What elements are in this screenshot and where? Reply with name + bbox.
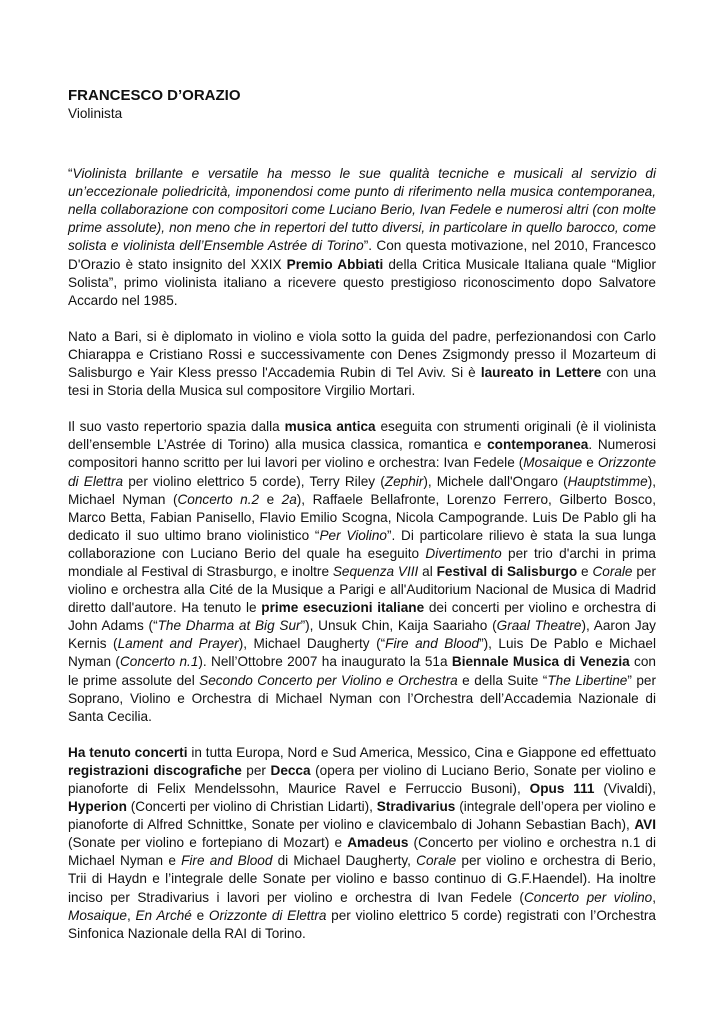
text-run: e — [577, 563, 593, 579]
text-run: Zephir — [384, 473, 424, 489]
text-run: (Concerti per violino di Christian Lidarti), — [126, 799, 377, 815]
text-run: (Vivaldi), — [594, 781, 656, 796]
text-run: musica antica — [284, 419, 376, 435]
text-run: per — [241, 762, 271, 778]
paragraph-repertoire — [68, 418, 656, 726]
text-run: Mosaique — [68, 907, 127, 923]
text-run: Stradivarius — [376, 799, 456, 815]
text-run: registrazioni discografiche — [68, 762, 242, 778]
text-run: Per Violino — [319, 527, 387, 543]
paragraph-education — [68, 328, 656, 400]
text-run: En Arché — [135, 907, 192, 923]
text-run: Divertimento — [425, 545, 502, 561]
text-run: ”), Luis De Pablo e Michael Nyman ( — [68, 636, 656, 670]
text-run: di Michael Daugherty, — [272, 853, 417, 869]
paragraph-concerts-recordings — [68, 744, 656, 943]
text-run: Ha tenuto concerti — [68, 744, 188, 760]
text-run: Il suo vasto repertorio spazia dalla — [68, 419, 285, 435]
text-run: . Numerosi compositori hanno scritto per lui lavori per violino e orchestra: Ivan Fedele ( — [68, 437, 656, 471]
paragraph-award — [68, 165, 656, 310]
text-run: della Critica Musicale Italiana quale “Miglior Solista”, primo violinista italiano a ricevere questo prestigioso riconoscimento dopo Salvatore Accardo nel 1985. — [68, 256, 656, 308]
text-run: e — [259, 491, 282, 507]
text-run: e della Suite “ — [457, 672, 548, 688]
text-run: ”), Unsuk Chin, Kaija Saariaho ( — [300, 618, 497, 634]
text-run: ” per Soprano, Violino e Orchestra di Michael Nyman con l’Orchestra dell’Accademia Nazionale di Santa Cecilia. — [68, 672, 657, 724]
text-run: ”. Con questa motivazione, nel 2010, Francesco D'Orazio è stato insignito del XXIX — [68, 238, 656, 272]
text-run: Orizzonte di Elettra — [68, 455, 656, 489]
text-run: Violinista brillante e versatile ha messo le sue qualità tecniche e musicali al servizio di un’eccezionale poliedricità, imponendosi come punto di riferimento nella musica contemporanea, nella collaborazione con compositori come Luciano Berio, Ivan Fedele e numerosi altri (con molte prime assolute), non meno che in repertori del tutto diversi, in particolare in quello barocco, come solista e violinista dell’Ensemble Astrée di Torino — [68, 166, 656, 254]
text-run: Concerto n.2 — [177, 491, 260, 507]
text-run: Concerto n.1 — [119, 654, 199, 670]
text-run: The Libertine — [547, 672, 628, 688]
text-run: “ — [68, 166, 73, 182]
text-run: Hauptstimme — [567, 473, 648, 489]
text-run: (Concerto per violino e orchestra n.1 di Michael Nyman e — [68, 835, 656, 869]
text-run: eseguita con strumenti originali (è il violinista dell’ensemble L’Astrée di Torino) alla musica classica, romantica e — [68, 419, 657, 453]
text-run: Premio Abbiati — [286, 256, 384, 272]
text-run: Orizzonte di Elettra — [208, 907, 327, 923]
text-run: , — [126, 907, 136, 923]
text-run: con le prime assolute del — [68, 654, 656, 688]
text-run: contemporanea — [487, 437, 589, 453]
text-run: Sequenza VIII — [332, 563, 419, 579]
text-run: Mosaique — [523, 455, 583, 471]
text-run: Hyperion — [68, 799, 127, 815]
text-run: The Dharma at Big Sur — [157, 618, 301, 634]
artist-role: Violinista — [68, 106, 123, 121]
text-run: AVI — [634, 817, 656, 833]
text-run: Graal Theatre — [496, 618, 582, 634]
text-run: in tutta Europa, Nord e Sud America, Messico, Cina e Giappone ed effettuato — [187, 744, 656, 760]
text-run: Lament and Prayer — [117, 636, 239, 652]
text-run: per violino e orchestra alla Cité de la Musique a Parigi e all'Auditorium Nacional de Musica di Madrid diretto dall'autore. Ha tenuto le — [68, 563, 656, 616]
text-run: per violino elettrico 5 corde), Terry Riley ( — [123, 473, 385, 489]
text-run: per violino e orchestra di Berio, Trii di Haydn e l’integrale delle Sonate per violino e basso continuo di G.F.Haendel). Ha inoltre inciso per Stradivarius i lavori per violino e orchestra di Ivan Fedele ( — [68, 853, 656, 905]
text-run: ). Nell’Ottobre 2007 ha inaugurato la 51a — [198, 654, 452, 670]
text-run: Decca — [270, 762, 311, 778]
document-page — [68, 86, 656, 961]
text-run: Amadeus — [347, 835, 409, 851]
text-run: Fire and Blood — [181, 853, 273, 869]
text-run: con una tesi in Storia della Musica sul compositore Virgilio Mortari. — [68, 365, 657, 399]
text-run: ), Michele dall'Ongaro ( — [423, 473, 568, 489]
text-run: Festival di Salisburgo — [436, 563, 578, 579]
text-run: Secondo Concerto per Violino e Orchestra — [199, 672, 458, 688]
text-run: 2a — [281, 491, 297, 507]
text-run: ), Raffaele Bellafronte, Lorenzo Ferrero, Gilberto Bosco, Marco Betta, Fabian Panisello, Flavio Emilio Scogna, Nicola Campogrande. Luis De Pablo gli ha dedicato il suo ultimo brano violinistico “ — [68, 491, 656, 543]
text-run: prime esecuzioni italiane — [261, 600, 425, 616]
artist-name: FRANCESCO D’ORAZIO — [68, 87, 241, 104]
text-run: ), Aaron Jay Kernis ( — [68, 618, 656, 652]
text-run: e — [191, 907, 209, 923]
text-run: Corale — [592, 563, 633, 579]
text-run: ), Michael Daugherty (“ — [238, 636, 386, 652]
text-run: Opus 111 — [529, 781, 595, 796]
text-run: (Sonate per violino e fortepiano di Mozart) e — [68, 835, 348, 851]
text-run: Concerto per violino — [523, 889, 653, 905]
text-run: (integrale dell’opera per violino e pianoforte di Alfred Schnittke, Sonate per violino e clavicembalo di Johann Sebastian Bach), — [68, 799, 656, 833]
text-run: , — [652, 889, 656, 905]
text-run: al — [418, 563, 437, 579]
text-run: laureato in Lettere — [480, 365, 602, 381]
text-run: e — [582, 455, 598, 471]
text-run: Corale — [416, 853, 457, 869]
text-run: per trio d'archi in prima mondiale al Festival di Strasburgo, e inoltre — [68, 545, 656, 579]
text-run: Fire and Blood — [385, 636, 480, 652]
text-run: Biennale Musica di Venezia — [451, 654, 630, 670]
text-run: (opera per violino di Luciano Berio, Sonate per violino e pianoforte di Felix Mendelssohn, Maurice Ravel e Ferruccio Busoni), — [68, 762, 656, 796]
text-run: ), Michael Nyman ( — [68, 473, 656, 507]
text-run: dei concerti per violino e orchestra di John Adams (“ — [68, 600, 657, 634]
text-run: ”. Di particolare rilievo è stata la sua lunga collaborazione con Luciano Berio del quale ha eseguito — [68, 527, 656, 561]
text-run: per violino elettrico 5 corde) registrati con l’Orchestra Sinfonica Nazionale della RAI di Torino. — [68, 907, 656, 941]
text-run: Nato a Bari, si è diplomato in violino e viola sotto la guida del padre, perfezionandosi con Carlo Chiarappa e Cristiano Rossi e successivamente con Denes Zsigmondy presso il Mozarteum di Salisburgo e Yair Kless presso l'Accademia Rubin di Tel Aviv. Si è — [68, 328, 656, 381]
